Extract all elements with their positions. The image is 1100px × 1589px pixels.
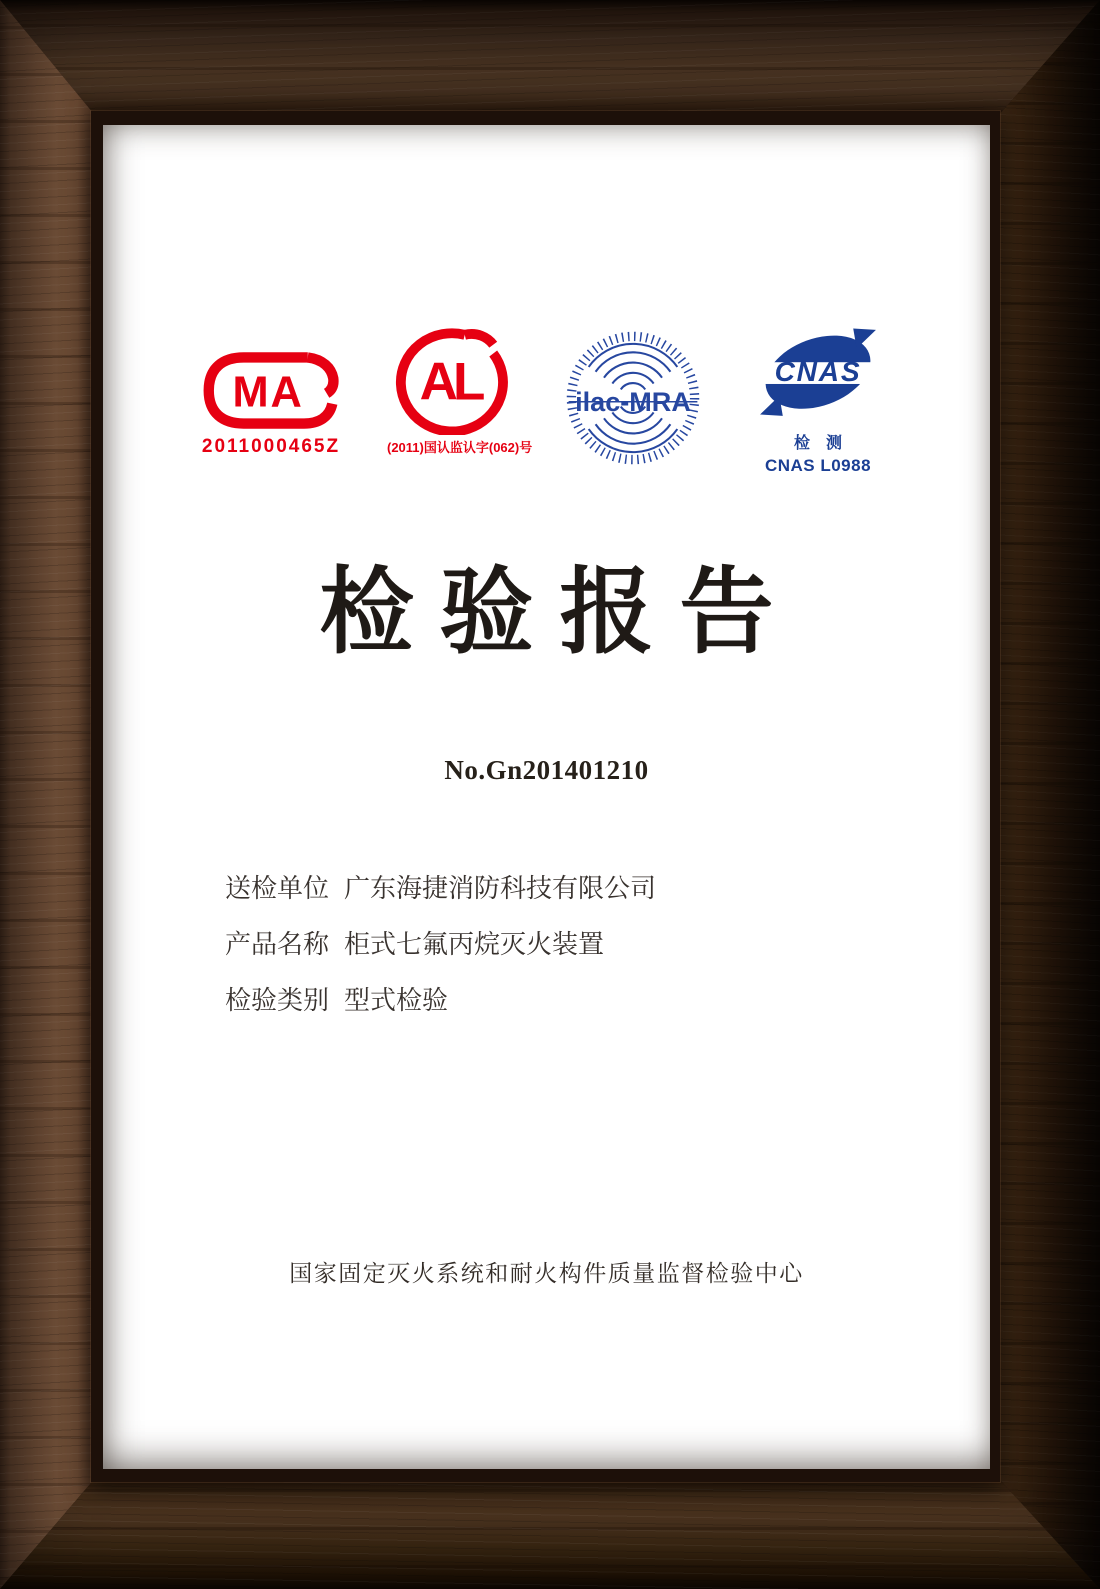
cnas-logo bbox=[748, 325, 888, 476]
cnas-caption-cn: 检测 bbox=[793, 435, 858, 452]
ilac-mra-label: ilac-MRA bbox=[575, 387, 691, 418]
ilac-mra-stamp-icon bbox=[563, 325, 703, 471]
report-fields bbox=[225, 873, 656, 1017]
field-label: 检验类别 bbox=[225, 985, 330, 1016]
field-label: 产品名称 bbox=[225, 929, 330, 960]
field-value: 型式检验 bbox=[344, 985, 449, 1016]
cnas-letters: CNAS bbox=[774, 356, 862, 388]
cnas-mark-icon bbox=[750, 325, 886, 423]
field-value: 广东海捷消防科技有限公司 bbox=[344, 873, 657, 903]
certificate-paper bbox=[103, 125, 990, 1469]
cal-mark-icon bbox=[392, 325, 510, 435]
field-label: 送检单位 bbox=[225, 873, 330, 903]
field-row-test-type bbox=[225, 985, 656, 1016]
cal-logo bbox=[387, 325, 533, 456]
cal-letters: AL bbox=[419, 352, 481, 412]
cma-letters: MA bbox=[232, 368, 304, 417]
cma-logo bbox=[196, 325, 346, 458]
field-value: 柜式七氟丙烷灭火装置 bbox=[344, 929, 605, 960]
report-title: 检验报告 bbox=[319, 559, 800, 664]
frame-top bbox=[0, 0, 1100, 125]
frame-bottom bbox=[0, 1469, 1100, 1589]
cma-certificate-number: 2011000465Z bbox=[201, 436, 341, 457]
frame-right bbox=[990, 0, 1100, 1589]
cma-mark-icon bbox=[200, 349, 342, 432]
field-row-client bbox=[225, 873, 656, 904]
cal-caption: (2011)国认监认字(062)号 bbox=[387, 440, 533, 455]
cnas-lab-code: CNAS L0988 bbox=[764, 456, 872, 475]
frame-left bbox=[0, 0, 103, 1589]
issuing-authority: 国家固定灭火系统和耐火构件质量监督检验中心 bbox=[289, 1260, 804, 1286]
ilac-mra-logo bbox=[563, 325, 703, 471]
report-number: No.Gn201401210 bbox=[444, 755, 649, 785]
field-row-product bbox=[225, 929, 656, 960]
